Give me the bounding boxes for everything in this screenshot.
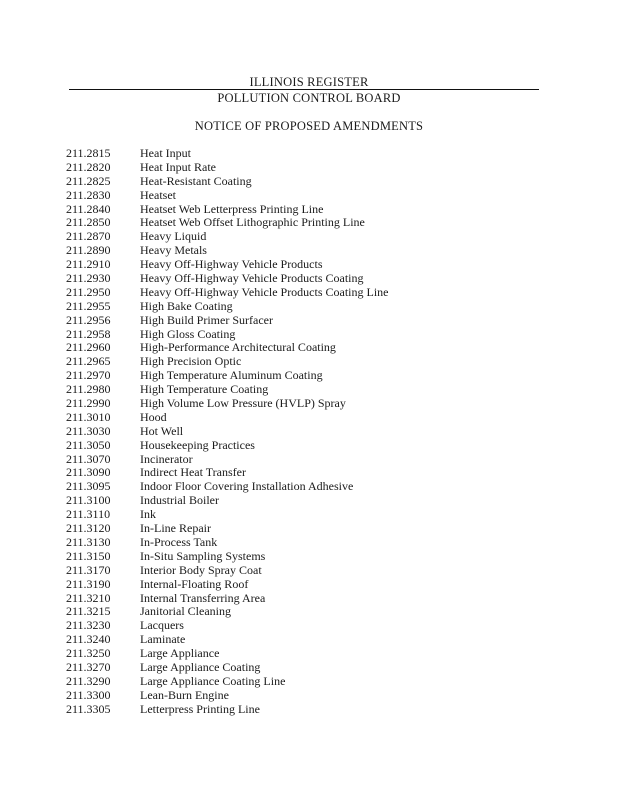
definition-term: In-Line Repair [140,521,211,536]
section-number: 211.3190 [66,576,111,591]
section-number: 211.2930 [66,271,111,286]
section-number: 211.3170 [66,562,111,577]
section-number: 211.3305 [66,701,111,716]
section-number: 211.3030 [66,423,111,438]
definition-term: Large Appliance Coating [140,659,261,674]
definition-term: Heat Input Rate [140,159,216,174]
definition-term: Interior Body Spray Coat [140,562,262,577]
definition-row [66,244,546,258]
definition-row [66,286,546,300]
definition-row [66,161,546,175]
definition-row [66,605,546,619]
definition-term: Hot Well [140,423,184,438]
section-number: 211.3120 [66,521,111,536]
definition-term: Lean-Burn Engine [140,687,229,702]
definition-term: High-Performance Architectural Coating [140,340,336,355]
definition-term: Heat Input [140,146,191,160]
section-number: 211.3300 [66,687,111,702]
definition-row [66,619,546,633]
definition-row [66,411,546,425]
section-number: 211.2965 [66,354,111,369]
definition-row [66,328,546,342]
definition-row [66,508,546,522]
definition-row [66,355,546,369]
definition-row [66,689,546,703]
section-number: 211.3210 [66,590,111,605]
definition-term: Lacquers [140,618,184,633]
definition-term: Heatset [140,187,176,202]
definition-row [66,258,546,272]
section-number: 211.2990 [66,396,111,411]
definition-row [66,453,546,467]
section-number: 211.2890 [66,243,111,258]
definition-row [66,522,546,536]
definition-term: Hood [140,409,167,424]
definition-term: Laminate [140,632,186,647]
section-number: 211.3250 [66,646,111,661]
definition-term: Incinerator [140,451,193,466]
definition-row [66,703,546,717]
definition-term: Heatset Web Letterpress Printing Line [140,201,324,216]
definition-row [66,203,546,217]
definition-row [66,147,546,161]
definition-row [66,592,546,606]
section-number: 211.3130 [66,534,111,549]
section-number: 211.3270 [66,659,111,674]
definitions-list [66,147,546,717]
definition-term: High Temperature Coating [140,382,269,397]
definition-row [66,633,546,647]
section-number: 211.3010 [66,409,111,424]
definition-row [66,494,546,508]
section-number: 211.3110 [66,507,111,522]
definition-term: Industrial Boiler [140,493,219,508]
definition-term: Heavy Off-Highway Vehicle Products Coating [140,271,364,286]
definition-term: Heavy Liquid [140,229,207,244]
definition-row [66,300,546,314]
definition-term: Letterpress Printing Line [140,701,260,716]
section-number: 211.3215 [66,604,111,619]
section-number: 211.2956 [66,312,111,327]
definition-term: Heavy Off-Highway Vehicle Products [140,257,323,272]
section-number: 211.2850 [66,215,111,230]
section-number: 211.2980 [66,382,111,397]
definition-row [66,466,546,480]
definition-term: Large Appliance Coating Line [140,673,286,688]
definition-row [66,175,546,189]
section-number: 211.3100 [66,493,111,508]
section-number: 211.3290 [66,673,111,688]
definition-row [66,439,546,453]
section-number: 211.2820 [66,159,111,174]
section-number: 211.2825 [66,173,111,188]
definition-row [66,578,546,592]
definition-row [66,661,546,675]
section-number: 211.3230 [66,618,111,633]
definition-term: Ink [140,507,156,522]
agency-title: POLLUTION CONTROL BOARD [217,91,401,105]
definition-row [66,536,546,550]
definition-row [66,216,546,230]
section-number: 211.3240 [66,632,111,647]
definition-term: Housekeeping Practices [140,437,255,452]
definition-row [66,230,546,244]
section-number: 211.3150 [66,548,111,563]
definition-term: Heavy Off-Highway Vehicle Products Coating Line [140,284,389,299]
definition-row [66,272,546,286]
definition-row [66,480,546,494]
definition-row [66,314,546,328]
definition-row [66,189,546,203]
definition-term: Indirect Heat Transfer [140,465,246,480]
definition-term: Heavy Metals [140,243,207,258]
definition-row [66,647,546,661]
section-number: 211.2910 [66,257,111,272]
definition-term: High Volume Low Pressure (HVLP) Spray [140,396,346,411]
section-number: 211.3050 [66,437,111,452]
definition-row [66,550,546,564]
definition-term: In-Process Tank [140,534,218,549]
definition-term: High Precision Optic [140,354,242,369]
definition-row [66,383,546,397]
definition-row [66,341,546,355]
section-number: 211.3070 [66,451,111,466]
definition-term: Large Appliance [140,646,220,661]
register-title: ILLINOIS REGISTER [249,75,369,89]
definition-term: High Gloss Coating [140,326,236,341]
definition-term: In-Situ Sampling Systems [140,548,266,563]
section-number: 211.2815 [66,146,111,160]
definition-row [66,564,546,578]
definition-row [66,675,546,689]
section-number: 211.3095 [66,479,111,494]
definition-row [66,425,546,439]
notice-title: NOTICE OF PROPOSED AMENDMENTS [194,119,424,133]
definition-term: High Temperature Aluminum Coating [140,368,323,383]
definition-term: Heat-Resistant Coating [140,173,252,188]
definition-term: High Build Primer Surfacer [140,312,273,327]
section-number: 211.2950 [66,284,111,299]
definition-row [66,369,546,383]
definition-term: Internal-Floating Roof [140,576,249,591]
section-number: 211.2958 [66,326,111,341]
definition-row [66,397,546,411]
section-number: 211.2830 [66,187,111,202]
section-number: 211.2955 [66,298,111,313]
definition-term: High Bake Coating [140,298,233,313]
section-number: 211.2960 [66,340,111,355]
section-number: 211.3090 [66,465,111,480]
section-number: 211.2840 [66,201,111,216]
section-number: 211.2870 [66,229,111,244]
definition-term: Indoor Floor Covering Installation Adhesive [140,479,354,494]
definition-term: Internal Transferring Area [140,590,266,605]
definition-term: Heatset Web Offset Lithographic Printing Line [140,215,365,230]
section-number: 211.2970 [66,368,111,383]
definition-term: Janitorial Cleaning [140,604,231,619]
header-rule [69,89,539,90]
